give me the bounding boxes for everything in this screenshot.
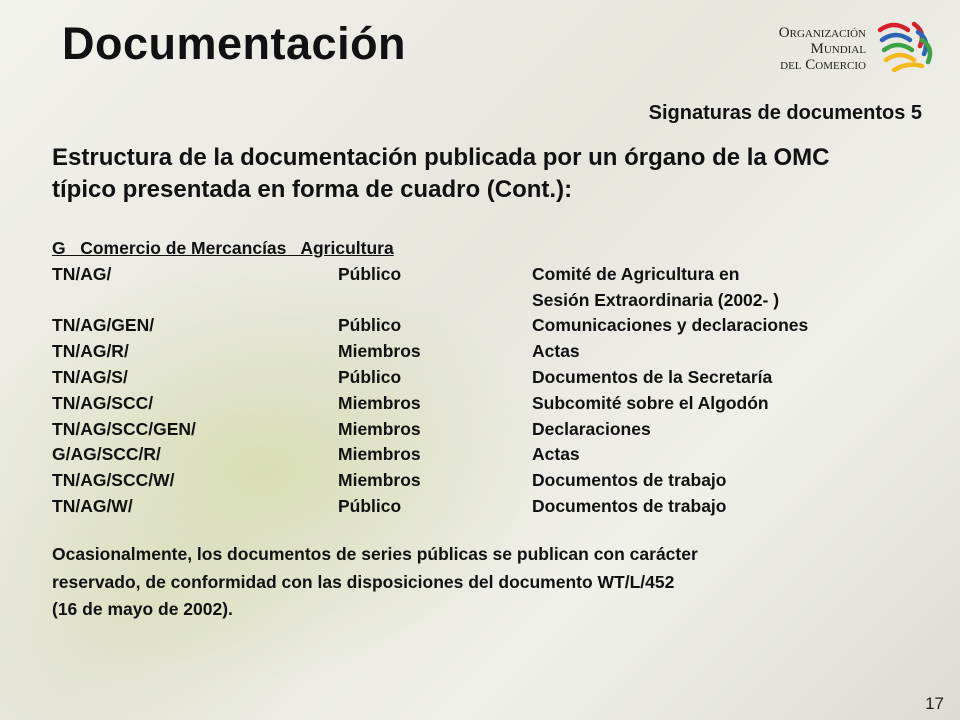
document-symbol: TN/AG/SCC/GEN/	[52, 418, 196, 439]
document-symbol: TN/AG/GEN/	[52, 315, 155, 336]
note-line-1: Ocasionalmente, los documentos de series públicas se publican con carácter	[52, 544, 698, 564]
access-level: Miembros	[338, 418, 421, 439]
slide-heading	[52, 142, 932, 206]
access-level: Miembros	[338, 444, 421, 465]
document-description: Actas	[532, 444, 580, 465]
document-symbol: TN/AG/S/	[52, 366, 128, 387]
document-symbol: TN/AG/R/	[52, 341, 129, 362]
table-row	[52, 468, 912, 494]
org-line-2: Mundial	[810, 41, 866, 57]
access-level: Miembros	[338, 392, 421, 413]
heading-line-2: típico presentada en forma de cuadro (Cont.):	[52, 176, 573, 203]
document-description: Comité de Agricultura en	[532, 263, 740, 284]
document-symbol: TN/AG/SCC/	[52, 392, 154, 413]
table-row	[52, 313, 912, 339]
document-symbol	[52, 288, 338, 314]
page-number: 17	[925, 694, 944, 713]
document-description: Documentos de trabajo	[532, 470, 727, 491]
access-level	[338, 288, 532, 314]
document-description: Documentos de la Secretaría	[532, 366, 773, 387]
table-row	[52, 365, 912, 391]
document-symbol: TN/AG/W/	[52, 495, 133, 516]
document-description: Documentos de trabajo	[532, 495, 727, 516]
document-description: Declaraciones	[532, 418, 651, 439]
table-row	[52, 442, 912, 468]
document-symbol: TN/AG/	[52, 263, 112, 284]
slide-subtitle: Signaturas de documentos 5	[648, 102, 922, 124]
access-level: Público	[338, 315, 402, 336]
access-level: Público	[338, 263, 402, 284]
document-symbol: TN/AG/SCC/W/	[52, 470, 175, 491]
document-description: Actas	[532, 341, 580, 362]
access-level: Público	[338, 366, 402, 387]
org-line-3: del Comercio	[780, 57, 866, 73]
organization-name	[779, 25, 866, 73]
table-row	[52, 262, 912, 288]
document-symbols-table	[52, 236, 912, 520]
note-line-3: (16 de mayo de 2002).	[52, 599, 233, 619]
wto-logo	[779, 16, 938, 78]
document-description: Subcomité sobre el Algodón	[532, 392, 769, 413]
access-level: Miembros	[338, 341, 421, 362]
table-row	[52, 339, 912, 365]
table-row	[52, 494, 912, 520]
document-description: Sesión Extraordinaria (2002- )	[532, 289, 780, 310]
table-row	[52, 288, 912, 314]
heading-line-1: Estructura de la documentación publicada por un órgano de la OMC	[52, 144, 830, 171]
wto-emblem-icon	[874, 16, 938, 78]
document-symbol: G/AG/SCC/R/	[52, 444, 161, 465]
access-level: Público	[338, 495, 402, 516]
note-line-2: reservado, de conformidad con las disposiciones del documento WT/L/452	[52, 571, 675, 592]
org-line-1: Organización	[778, 25, 866, 41]
table-section-header: G Comercio de Mercancías Agricultura	[52, 238, 394, 258]
page-title: Documentación	[62, 18, 407, 69]
document-description: Comunicaciones y declaraciones	[532, 315, 809, 336]
access-level: Miembros	[338, 470, 421, 491]
table-row	[52, 417, 912, 443]
footnote	[52, 541, 912, 624]
table-row	[52, 391, 912, 417]
